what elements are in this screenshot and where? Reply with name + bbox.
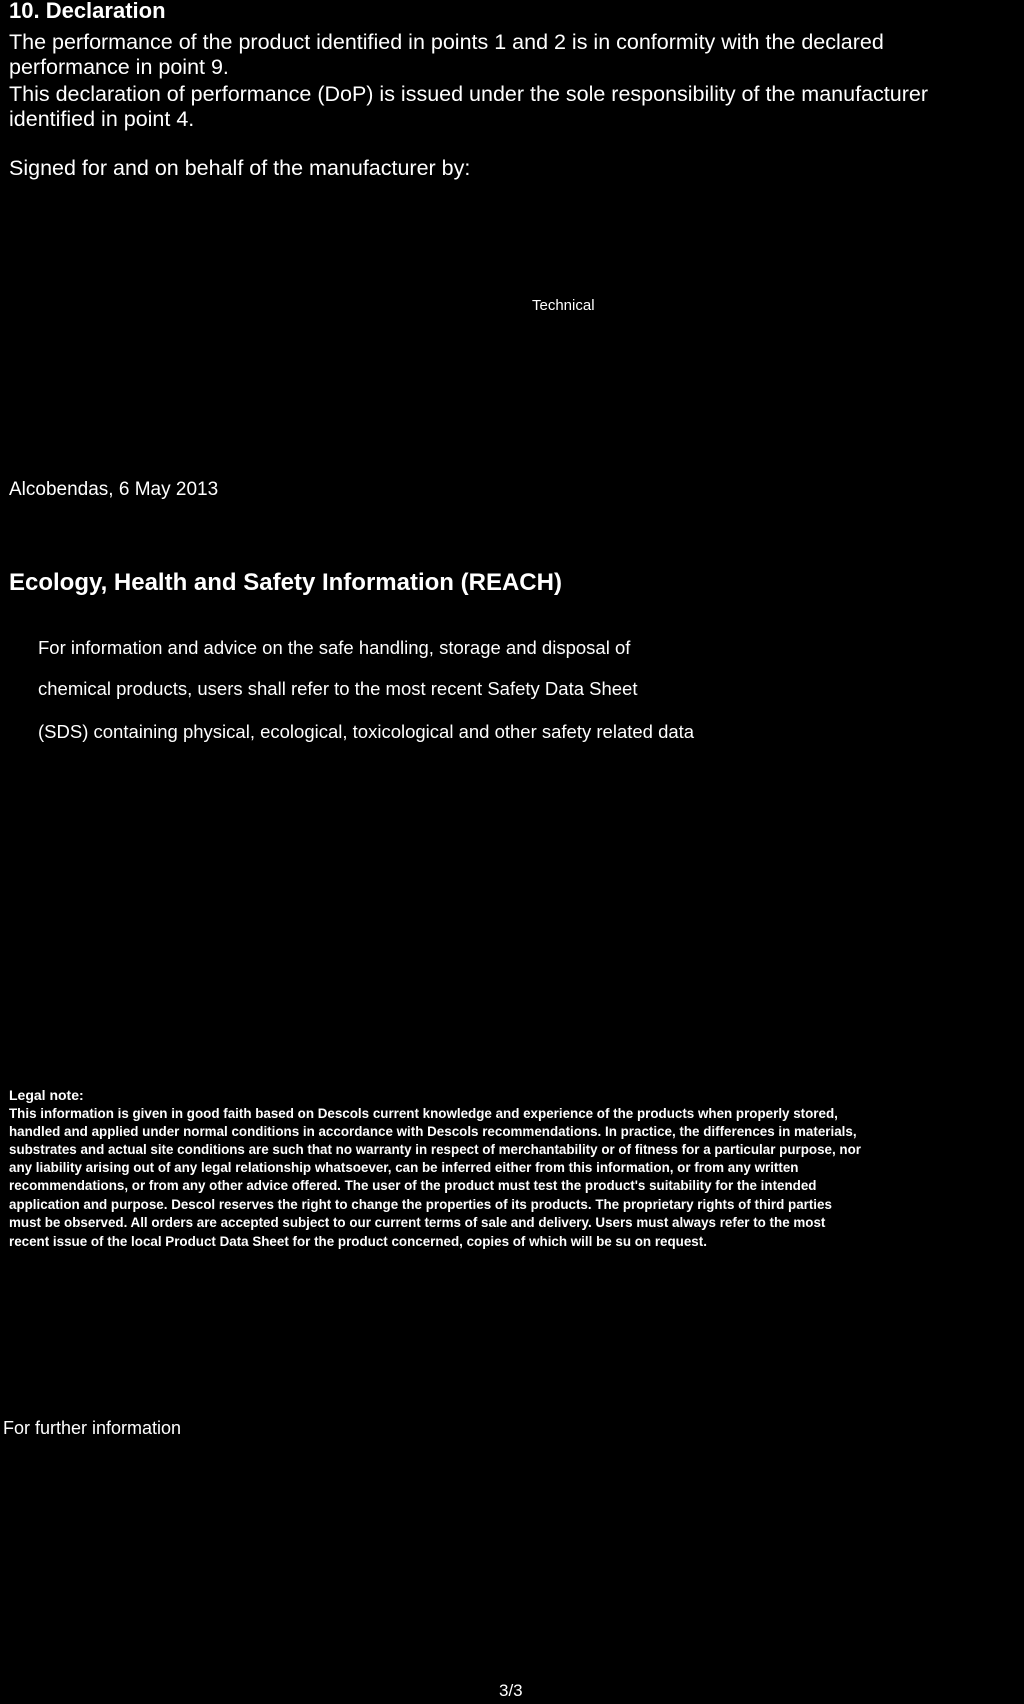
legal-note-line: recommendations, or from any other advice offered. The user of the product must test the product's suitability for the intended bbox=[9, 1178, 817, 1193]
declaration-paragraph-1: The performance of the product identified in points 1 and 2 is in conformity with the declared performance in point 9. bbox=[9, 30, 884, 79]
reach-section-title: Ecology, Health and Safety Information (REACH) bbox=[9, 569, 562, 596]
legal-note-line: substrates and actual site conditions are such that no warranty in respect of merchantability or of fitness for a particular purpose, nor bbox=[9, 1142, 861, 1157]
legal-note-title: Legal note: bbox=[9, 1087, 84, 1103]
legal-note-line: handled and applied under normal conditions in accordance with Descols recommendations. In practice, the differences in materials, bbox=[9, 1124, 857, 1139]
place-date: Alcobendas, 6 May 2013 bbox=[9, 479, 219, 500]
reach-text-line: chemical products, users shall refer to the most recent Safety Data Sheet bbox=[38, 678, 638, 699]
legal-note-line: must be observed. All orders are accepted subject to our current terms of sale and delivery. Users must always refer to the most bbox=[9, 1215, 826, 1230]
declaration-paragraph-2: This declaration of performance (DoP) is issued under the sole responsibility of the manufacturer identified in point 4. bbox=[9, 82, 928, 131]
legal-note-line: recent issue of the local Product Data Sheet for the product concerned, copies of which will be su on request. bbox=[9, 1234, 707, 1249]
signed-for-label: Signed for and on behalf of the manufacturer by: bbox=[9, 156, 471, 180]
legal-note-line: This information is given in good faith based on Descols current knowledge and experience of the products when properly stored, bbox=[9, 1106, 838, 1121]
section-10-title: 10. Declaration bbox=[9, 0, 166, 23]
signatory-title: Technical bbox=[532, 297, 595, 314]
page-number: 3/3 bbox=[499, 1681, 523, 1700]
reach-text-line: (SDS) containing physical, ecological, toxicological and other safety related data bbox=[38, 721, 695, 742]
legal-note-line: any liability arising out of any legal relationship whatsoever, can be inferred either from this information, or from any written bbox=[9, 1160, 799, 1175]
reach-text-line: For information and advice on the safe handling, storage and disposal of bbox=[38, 637, 631, 658]
further-information-label: For further information bbox=[3, 1418, 182, 1438]
legal-note-line: application and purpose. Descol reserves the right to change the properties of its products. The proprietary rights of third parties bbox=[9, 1197, 832, 1212]
